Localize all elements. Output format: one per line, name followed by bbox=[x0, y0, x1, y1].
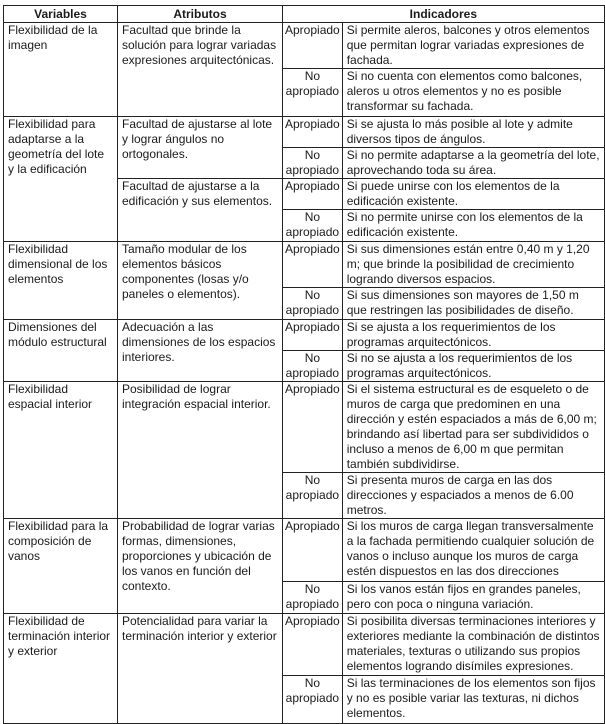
table-row bbox=[4, 117, 605, 148]
indicator-label: No apropiado bbox=[283, 288, 343, 320]
attribute-cell: Tamaño modular de los elementos básicos componentes (losas y/o paneles o elementos). bbox=[118, 242, 283, 320]
indicator-label: Apropiado bbox=[283, 179, 343, 210]
indicator-label: No apropiado bbox=[283, 582, 343, 614]
attribute-cell: Probabilidad de lograr varias formas, dimensiones, proporciones y ubicación de los vanos en función del contexto. bbox=[118, 519, 283, 614]
indicator-label: No apropiado bbox=[283, 473, 343, 519]
indicator-label: Apropiado bbox=[283, 382, 343, 473]
variable-cell: Flexibilidad para adaptarse a la geometría del lote y la edificación bbox=[4, 117, 118, 242]
header-row bbox=[4, 6, 605, 23]
indicator-text: Si puede unirse con los elementos de la edificación existente. bbox=[342, 179, 604, 210]
table-row bbox=[4, 519, 605, 582]
indicator-label: Apropiado bbox=[283, 23, 343, 69]
variable-cell: Flexibilidad para la composición de vanos bbox=[4, 519, 118, 614]
table-row bbox=[4, 242, 605, 288]
table-row bbox=[4, 382, 605, 473]
header-atributos: Atributos bbox=[118, 6, 283, 23]
table-row bbox=[4, 320, 605, 351]
indicator-text: Si presenta muros de carga en las dos direcciones y espaciados a menos de 6.00 metros. bbox=[342, 473, 604, 519]
indicator-label: No apropiado bbox=[283, 210, 343, 242]
indicator-text: Si los vanos están fijos en grandes paneles, pero con poca o ninguna variación. bbox=[342, 582, 604, 614]
indicator-text: Si se ajusta lo más posible al lote y admite diversos tipos de ángulos. bbox=[342, 117, 604, 148]
variable-cell: Flexibilidad espacial interior bbox=[4, 382, 118, 519]
indicator-text: Si no permite adaptarse a la geometría del lote, aprovechando toda su área. bbox=[342, 148, 604, 179]
attribute-cell: Adecuación a las dimensiones de los espacios interiores. bbox=[118, 320, 283, 382]
indicator-text: Si sus dimensiones están entre 0,40 m y 1,20 m; que brinde la posibilidad de crecimiento logrando diversos espacios. bbox=[342, 242, 604, 288]
attribute-cell: Posibilidad de lograr integración espacial interior. bbox=[118, 382, 283, 519]
indicator-text: Si posibilita diversas terminaciones interiores y exteriores mediante la combinación de distintos materiales, texturas o utilizando sus propios elementos logrando disímiles expresiones. bbox=[342, 614, 604, 676]
attribute-cell: Facultad de ajustarse al lote y lograr ángulos no ortogonales. bbox=[118, 117, 283, 179]
indicator-label: No apropiado bbox=[283, 351, 343, 382]
indicator-text: Si no cuenta con elementos como balcones, aleros u otros elementos y no es posible transformar su fachada. bbox=[342, 69, 604, 117]
attribute-cell: Facultad que brinde la solución para lograr variadas expresiones arquitectónicas. bbox=[118, 23, 283, 117]
indicator-label: No apropiado bbox=[283, 69, 343, 117]
header-indicadores: Indicadores bbox=[283, 6, 605, 23]
variable-cell: Dimensiones del módulo estructural bbox=[4, 320, 118, 382]
table-row bbox=[4, 23, 605, 69]
indicator-text: Si sus dimensiones son mayores de 1,50 m que restringen las posibilidades de diseño. bbox=[342, 288, 604, 320]
attribute-cell: Facultad de ajustarse a la edificación y sus elementos. bbox=[118, 179, 283, 242]
indicator-text: Si permite aleros, balcones y otros elementos que permitan lograr variadas expresiones de fachada. bbox=[342, 23, 604, 69]
indicator-text: Si no se ajusta a los requerimientos de los programas arquitectónicos. bbox=[342, 351, 604, 382]
indicator-text: Si el sistema estructural es de esqueleto o de muros de carga que predominen en una dirección y estén espaciados a más de 6,00 m; brindando así libertad para ser subdivididos o incluso a menos de 6,00 m que permitan también subdividirse. bbox=[342, 382, 604, 473]
indicator-text: Si se ajusta a los requerimientos de los programas arquitectónicos. bbox=[342, 320, 604, 351]
header-variables: Variables bbox=[4, 6, 118, 23]
indicator-label: Apropiado bbox=[283, 614, 343, 676]
indicator-label: No apropiado bbox=[283, 676, 343, 724]
indicator-label: Apropiado bbox=[283, 242, 343, 288]
indicators-table bbox=[3, 5, 605, 724]
indicator-label: Apropiado bbox=[283, 320, 343, 351]
indicator-label: No apropiado bbox=[283, 148, 343, 179]
variable-cell: Flexibilidad de la imagen bbox=[4, 23, 118, 117]
indicator-label: Apropiado bbox=[283, 117, 343, 148]
table-row bbox=[4, 614, 605, 676]
indicator-label: Apropiado bbox=[283, 519, 343, 582]
attribute-cell: Potencialidad para variar la terminación interior y exterior bbox=[118, 614, 283, 724]
indicator-text: Si no permite unirse con los elementos de la edificación existente. bbox=[342, 210, 604, 242]
indicator-text: Si las terminaciones de los elementos son fijos y no es posible variar las texturas, ni dichos elementos. bbox=[342, 676, 604, 724]
variable-cell: Flexibilidad dimensional de los elementos bbox=[4, 242, 118, 320]
indicator-text: Si los muros de carga llegan transversalmente a la fachada permitiendo cualquier solución de vanos o incluso aunque los muros de carga estén dispuestos en las dos direcciones bbox=[342, 519, 604, 582]
variable-cell: Flexibilidad de terminación interior y exterior bbox=[4, 614, 118, 724]
